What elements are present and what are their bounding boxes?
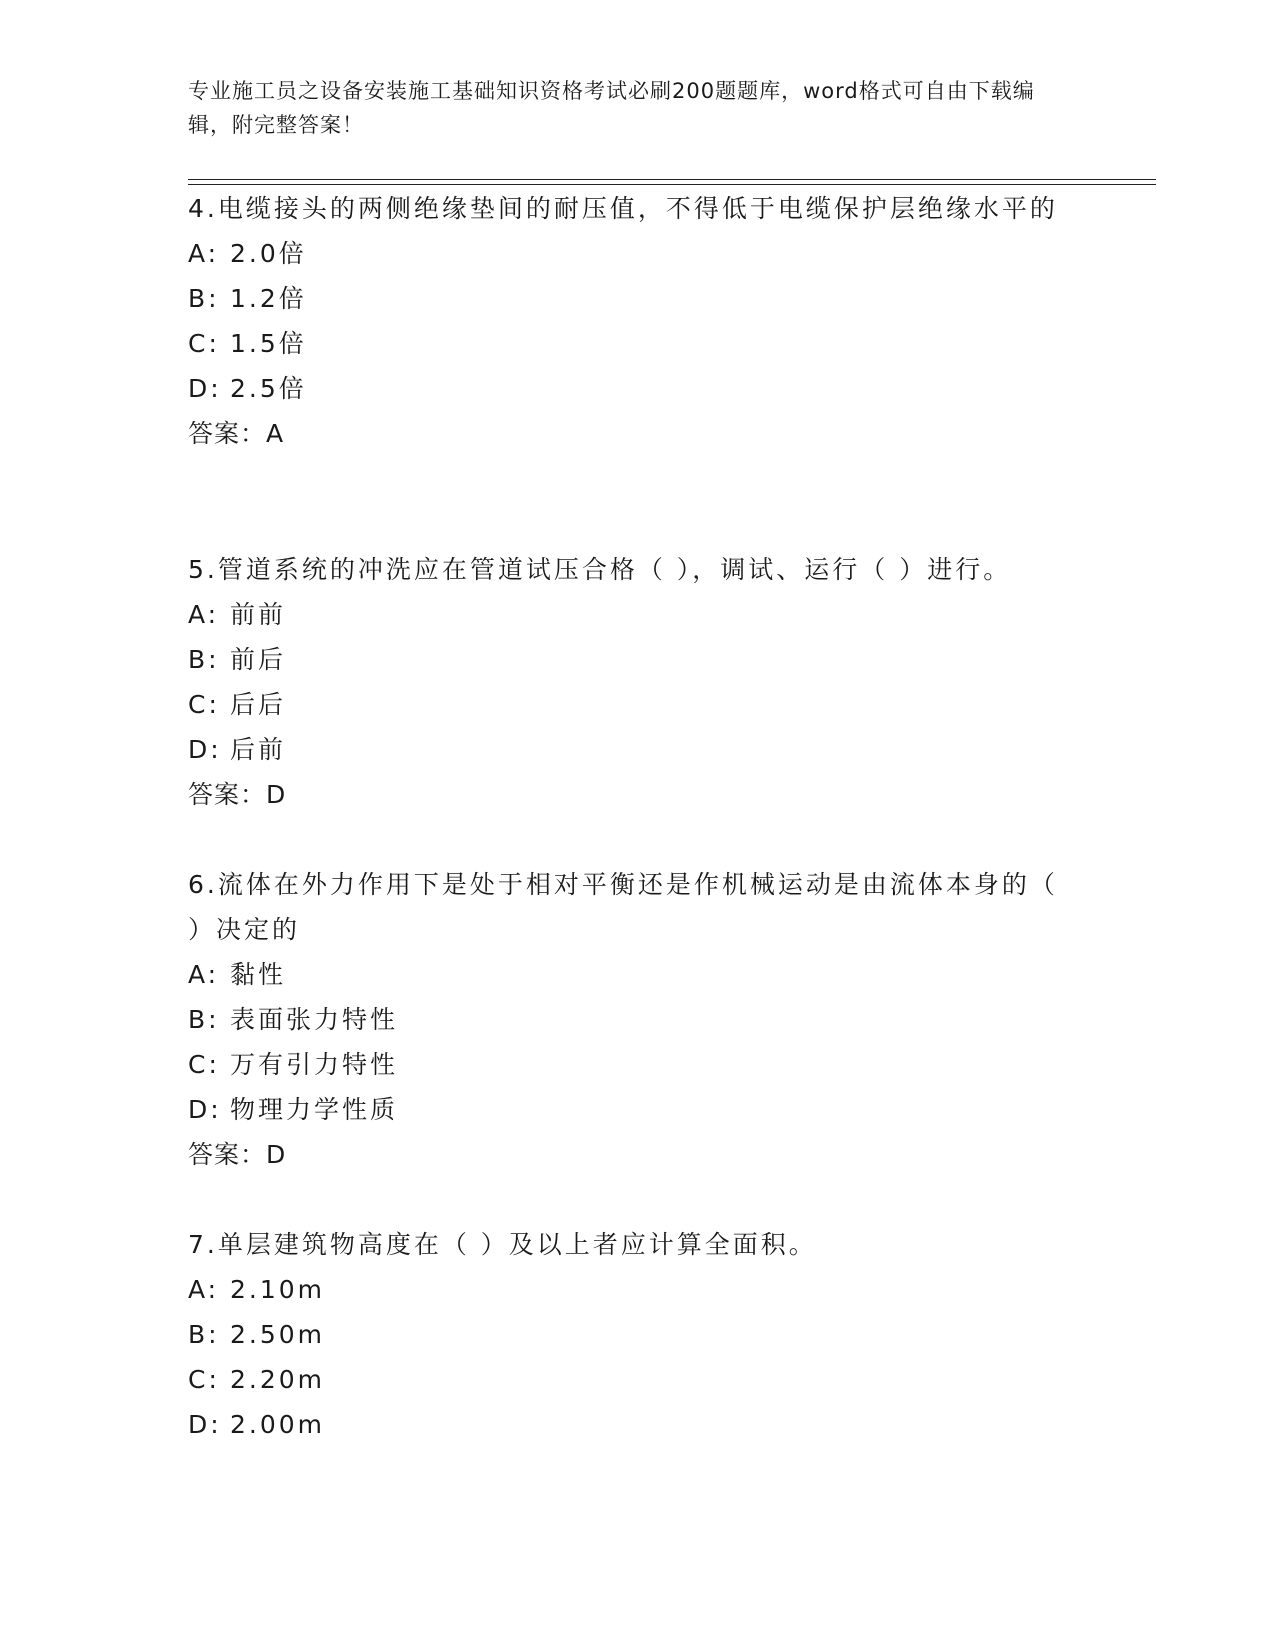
option-text: 表面张力特性 [230, 1005, 399, 1034]
option-a [188, 1267, 1068, 1312]
option-d [188, 727, 1068, 772]
option-b [188, 276, 1068, 321]
option-text: 2.5倍 [230, 374, 307, 403]
question-stem: 6.流体在外力作用下是处于相对平衡还是作机械运动是由流体本身的（ ）决定的 [188, 870, 1058, 944]
question-block-7 [188, 1222, 1068, 1447]
option-c [188, 682, 1068, 727]
option-letter: B: [188, 284, 220, 313]
question-stem: 7.单层建筑物高度在（ ）及以上者应计算全面积。 [188, 1230, 817, 1259]
option-a [188, 231, 1068, 276]
option-text: 2.00m [230, 1410, 326, 1439]
option-b [188, 637, 1068, 682]
option-c [188, 1042, 1068, 1087]
option-text: 前后 [230, 645, 287, 674]
question-block-5 [188, 547, 1068, 817]
option-c [188, 1357, 1068, 1402]
document-header: 专业施工员之设备安装施工基础知识资格考试必刷200题题库，word格式可自由下载编辑，附完整答案！ [188, 79, 1035, 137]
question-stem: 4.电缆接头的两侧绝缘垫间的耐压值，不得低于电缆保护层绝缘水平的 [188, 194, 1058, 223]
option-letter: B: [188, 1005, 220, 1034]
option-text: 1.5倍 [230, 329, 307, 358]
option-text: 黏性 [230, 960, 287, 989]
option-text: 2.50m [230, 1320, 326, 1349]
option-text: 物理力学性质 [230, 1095, 399, 1124]
option-letter: C: [188, 1365, 220, 1394]
option-text: 后后 [230, 690, 287, 719]
option-letter: D: [188, 1095, 222, 1124]
option-letter: A: [188, 239, 220, 268]
option-letter: D: [188, 1410, 222, 1439]
option-a [188, 952, 1068, 997]
answer-line: 答案：D [188, 1140, 287, 1169]
option-letter: A: [188, 1275, 220, 1304]
option-c [188, 321, 1068, 366]
option-letter: A: [188, 600, 220, 629]
option-letter: C: [188, 690, 220, 719]
option-letter: C: [188, 1050, 220, 1079]
option-b [188, 1312, 1068, 1357]
option-text: 2.10m [230, 1275, 326, 1304]
option-d [188, 366, 1068, 411]
option-text: 2.0倍 [230, 239, 307, 268]
header-divider-top [188, 179, 1156, 180]
option-letter: D: [188, 735, 222, 764]
option-letter: A: [188, 960, 220, 989]
option-letter: B: [188, 1320, 220, 1349]
option-text: 万有引力特性 [230, 1050, 399, 1079]
answer-line: 答案：D [188, 780, 287, 809]
option-text: 2.20m [230, 1365, 326, 1394]
question-block-4 [188, 186, 1068, 456]
question-stem: 5.管道系统的冲洗应在管道试压合格（ ），调试、运行（ ）进行。 [188, 555, 1012, 584]
question-block-6 [188, 862, 1068, 1177]
option-d [188, 1402, 1068, 1447]
option-letter: B: [188, 645, 220, 674]
option-a [188, 592, 1068, 637]
option-text: 后前 [230, 735, 287, 764]
option-letter: C: [188, 329, 220, 358]
header-divider-bottom [188, 184, 1156, 185]
answer-line: 答案：A [188, 419, 285, 448]
option-letter: D: [188, 374, 222, 403]
option-text: 前前 [230, 600, 287, 629]
option-text: 1.2倍 [230, 284, 307, 313]
option-d [188, 1087, 1068, 1132]
option-b [188, 997, 1068, 1042]
